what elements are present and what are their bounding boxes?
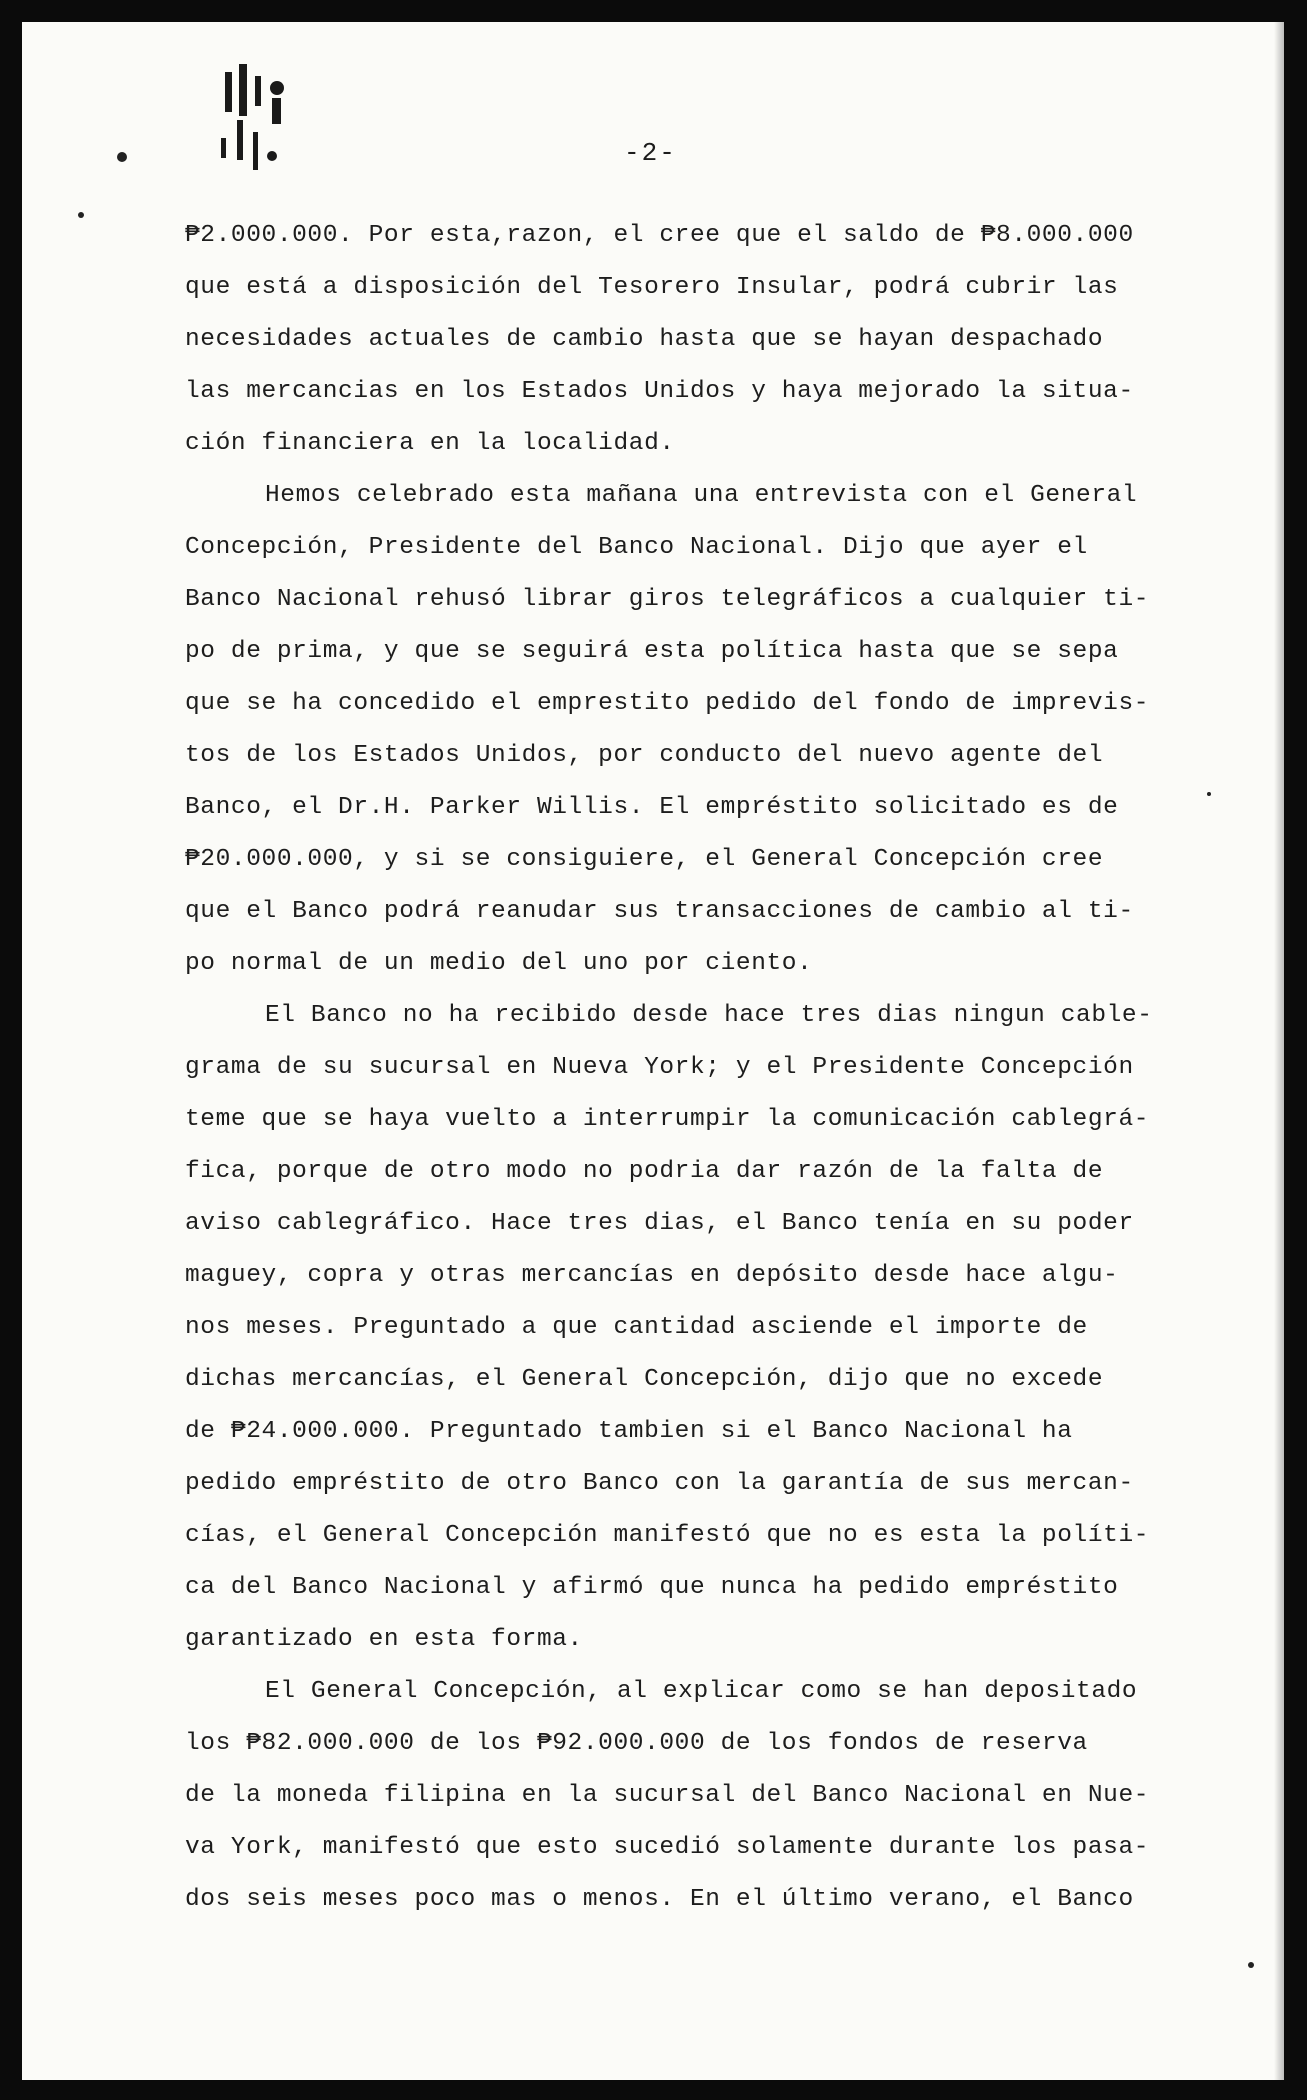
text-line: ca del Banco Nacional y afirmó que nunca ha pedido empréstito xyxy=(185,1574,1119,1601)
text-line: aviso cablegráfico. Hace tres dias, el Banco tenía en su poder xyxy=(185,1210,1134,1237)
document-page xyxy=(22,22,1284,2080)
text-line: va York, manifestó que esto sucedió solamente durante los pasa- xyxy=(185,1834,1150,1861)
text-line: nos meses. Preguntado a que cantidad asciende el importe de xyxy=(185,1314,1088,1341)
text-line: grama de su sucursal en Nueva York; y el Presidente Concepción xyxy=(185,1054,1134,1081)
text-line: po normal de un medio del uno por ciento. xyxy=(185,950,813,977)
paragraph-2 xyxy=(185,470,1215,990)
ink-stamp-mark xyxy=(217,58,357,178)
text-line: que el Banco podrá reanudar sus transacciones de cambio al ti- xyxy=(185,898,1134,925)
document-body xyxy=(185,210,1215,1926)
text-line: Hemos celebrado esta mañana una entrevista con el General xyxy=(265,482,1138,509)
paragraph-3 xyxy=(185,990,1215,1666)
text-line: tos de los Estados Unidos, por conducto del nuevo agente del xyxy=(185,742,1104,769)
text-line: Banco Nacional rehusó librar giros telegráficos a cualquier ti- xyxy=(185,586,1150,613)
text-line: teme que se haya vuelto a interrumpir la comunicación cablegrá- xyxy=(185,1106,1150,1133)
text-line: po de prima, y que se seguirá esta política hasta que se sepa xyxy=(185,638,1119,665)
text-line: que se ha concedido el emprestito pedido del fondo de imprevis- xyxy=(185,690,1150,717)
paragraph-4 xyxy=(185,1666,1215,1926)
text-line: fica, porque de otro modo no podria dar razón de la falta de xyxy=(185,1158,1104,1185)
text-line: El General Concepción, al explicar como se han depositado xyxy=(265,1678,1138,1705)
text-line: maguey, copra y otras mercancías en depósito desde hace algu- xyxy=(185,1262,1119,1289)
text-line: cías, el General Concepción manifestó que no es esta la políti- xyxy=(185,1522,1150,1549)
ink-speck xyxy=(78,212,84,218)
ink-speck xyxy=(1248,1962,1254,1968)
text-line: las mercancias en los Estados Unidos y haya mejorado la situa- xyxy=(185,378,1134,405)
page-number: -2- xyxy=(624,138,677,168)
text-line: los ₱82.000.000 de los ₱92.000.000 de los fondos de reserva xyxy=(185,1730,1088,1757)
text-line: dichas mercancías, el General Concepción, dijo que no excede xyxy=(185,1366,1104,1393)
text-line: Concepción, Presidente del Banco Nacional. Dijo que ayer el xyxy=(185,534,1088,561)
ink-speck xyxy=(117,152,127,162)
text-line: Banco, el Dr.H. Parker Willis. El empréstito solicitado es de xyxy=(185,794,1119,821)
text-line: El Banco no ha recibido desde hace tres dias ningun cable- xyxy=(265,1002,1153,1029)
paragraph-1 xyxy=(185,210,1215,470)
text-line: ₱20.000.000, y si se consiguiere, el General Concepción cree xyxy=(185,846,1104,873)
text-line: que está a disposición del Tesorero Insular, podrá cubrir las xyxy=(185,274,1119,301)
text-line: necesidades actuales de cambio hasta que se hayan despachado xyxy=(185,326,1104,353)
text-line: de la moneda filipina en la sucursal del Banco Nacional en Nue- xyxy=(185,1782,1150,1809)
text-line: dos seis meses poco mas o menos. En el último verano, el Banco xyxy=(185,1886,1134,1913)
ink-speck xyxy=(1207,792,1211,796)
text-line: pedido empréstito de otro Banco con la garantía de sus mercan- xyxy=(185,1470,1134,1497)
text-line: de ₱24.000.000. Preguntado tambien si el Banco Nacional ha xyxy=(185,1418,1073,1445)
text-line: ción financiera en la localidad. xyxy=(185,430,675,457)
text-line: ₱2.000.000. Por esta,razon, el cree que el saldo de ₱8.000.000 xyxy=(185,222,1134,249)
text-line: garantizado en esta forma. xyxy=(185,1626,583,1653)
